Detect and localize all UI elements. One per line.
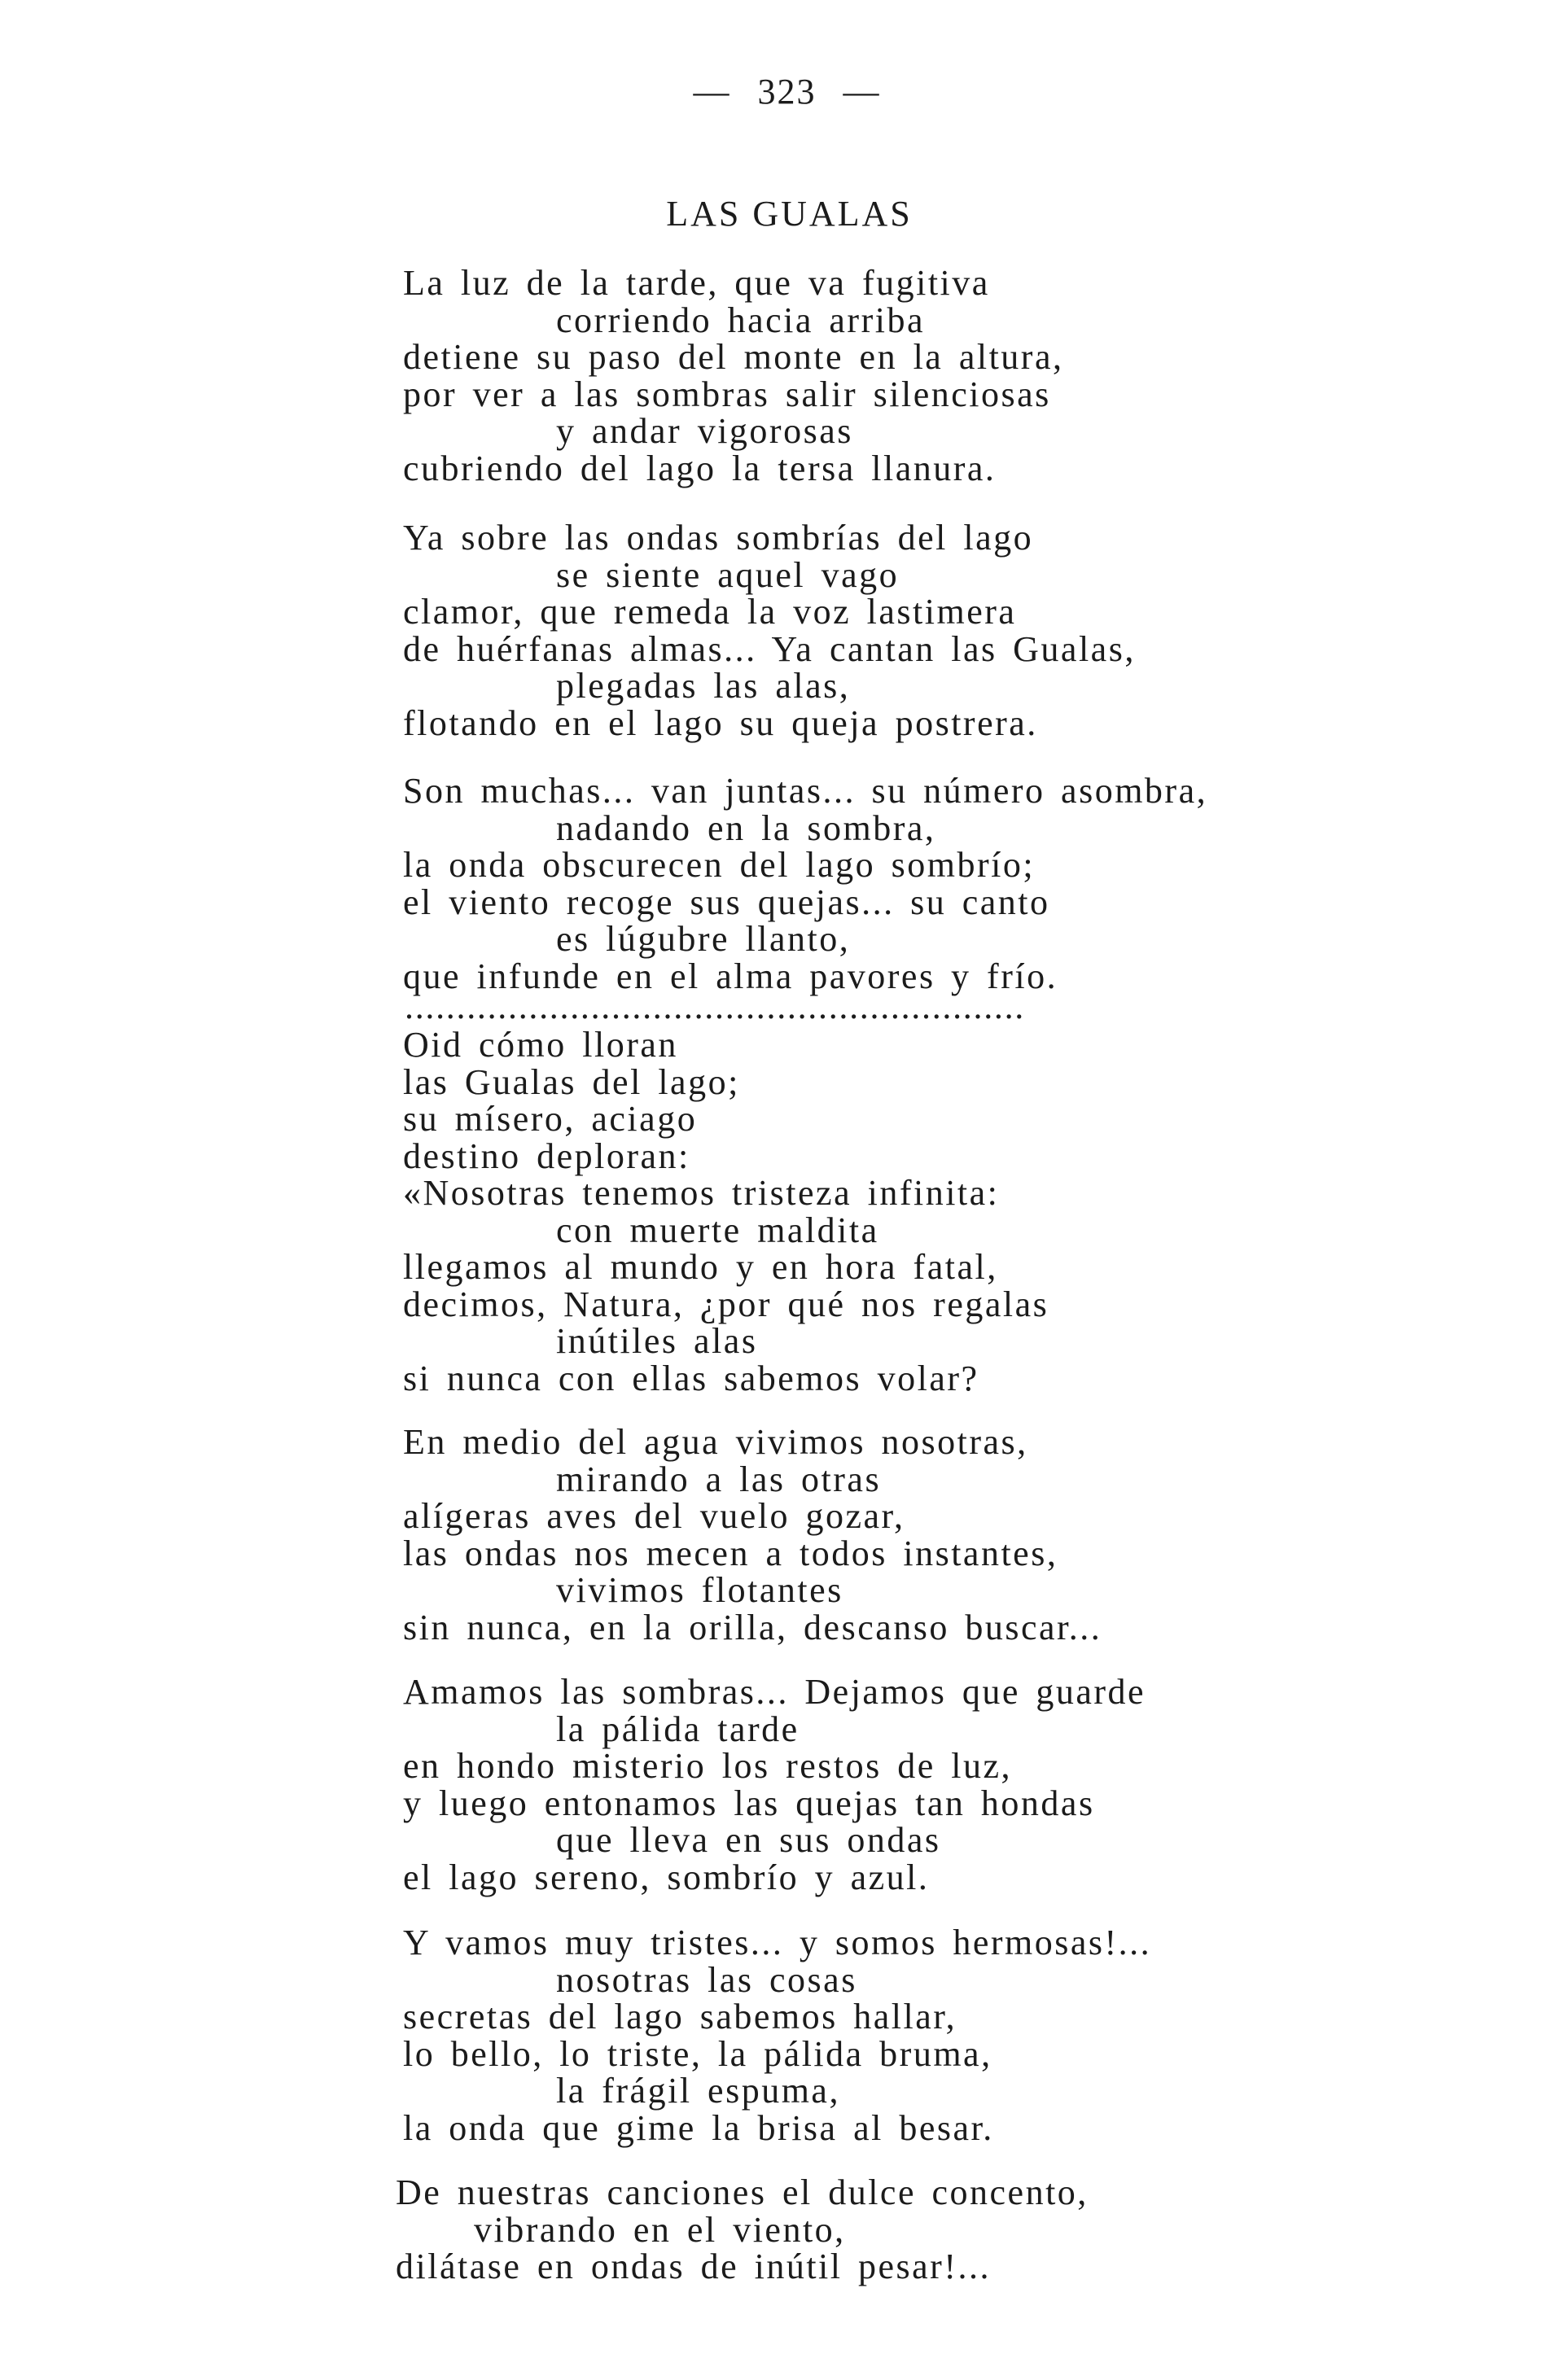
poem-line: el viento recoge sus quejas... su canto <box>403 882 1050 922</box>
poem-line: nosotras las cosas <box>556 1959 857 2000</box>
poem-line: nadando en la sombra, <box>556 807 936 848</box>
poem-line: lo bello, lo triste, la pálida bruma, <box>403 2033 992 2074</box>
poem-line: mirando a las otras <box>556 1459 882 1499</box>
stanza <box>403 1924 1380 2146</box>
poem-line: Oid cómo lloran <box>403 1025 678 1065</box>
poem-line: Ya sobre las ondas sombrías del lago <box>403 518 1034 558</box>
poem-line: la onda que gime la brisa al besar. <box>403 2107 994 2148</box>
poem-line: Son muchas... van juntas... su número asombra, <box>403 771 1208 811</box>
stanza <box>403 772 1380 995</box>
page-number: — 323 — <box>693 72 881 112</box>
poem-line: es lúgubre llanto, <box>556 919 851 959</box>
poem-line: la pálida tarde <box>556 1708 800 1749</box>
poem-line: dilátase en ondas de inútil pesar!... <box>396 2247 991 2286</box>
poem-line: la onda obscurecen del lago sombrío; <box>403 845 1036 885</box>
poem-line: inútiles alas <box>556 1321 758 1361</box>
poem-line: secretas del lago sabemos hallar, <box>403 1997 957 2037</box>
poem-line: si nunca con ellas sabemos volar? <box>403 1358 979 1398</box>
poem-line: que infunde en el alma pavores y frío. <box>403 956 1058 996</box>
stanza <box>403 1026 1380 1397</box>
poem-line: sin nunca, en la orilla, descanso buscar... <box>403 1607 1102 1647</box>
poem-line: y luego entonamos las quejas tan hondas <box>403 1783 1095 1823</box>
poem-line: las ondas nos mecen a todos instantes, <box>403 1533 1058 1573</box>
poem-line: cubriendo del lago la tersa llanura. <box>403 448 997 488</box>
poem-line: se siente aquel vago <box>556 554 900 595</box>
poem-line: La luz de la tarde, que va fugitiva <box>403 263 990 303</box>
poem-line: clamor, que remeda la voz lastimera <box>403 592 1017 632</box>
poem-line: destino deploran: <box>403 1135 690 1176</box>
poem-line: el lago sereno, sombrío y azul. <box>403 1857 930 1897</box>
poem-line: plegadas las alas, <box>556 666 851 706</box>
poem-line: las Gualas del lago; <box>403 1061 740 1102</box>
poem-line: corriendo hacia arriba <box>556 300 925 340</box>
poem-line: Y vamos muy tristes... y somos hermosas!... <box>403 1923 1152 1962</box>
poem-line: vibrando en el viento, <box>474 2209 846 2250</box>
poem-line: De nuestras canciones el dulce concento, <box>396 2172 1089 2212</box>
poem-line: decimos, Natura, ¿por qué nos regalas <box>403 1284 1049 1324</box>
poem-line: su mísero, aciago <box>403 1099 698 1139</box>
poem-line: que lleva en sus ondas <box>556 1820 941 1860</box>
poem-line: alígeras aves del vuelo gozar, <box>403 1496 905 1536</box>
poem-line: vivimos flotantes <box>556 1570 843 1610</box>
stanza <box>396 2174 1373 2286</box>
poem-line: con muerte maldita <box>556 1210 879 1250</box>
poem-line: llegamos al mundo y en hora fatal, <box>403 1247 998 1287</box>
poem-line: y andar vigorosas <box>556 411 853 451</box>
poem-line: Amamos las sombras... Dejamos que guarde <box>403 1672 1146 1712</box>
dotted-separator: ............................................................ <box>405 987 1025 1026</box>
poem-line: detiene su paso del monte en la altura, <box>403 337 1064 377</box>
poem-line: de huérfanas almas... Ya cantan las Gualas, <box>403 628 1136 669</box>
stanza <box>403 265 1380 487</box>
poem-line: por ver a las sombras salir silenciosas <box>403 374 1051 414</box>
stanza <box>403 1424 1380 1646</box>
poem-line: flotando en el lago su queja postrera. <box>403 702 1038 743</box>
poem-line: en hondo misterio los restos de luz, <box>403 1746 1013 1786</box>
poem-line: En medio del agua vivimos nosotras, <box>403 1422 1028 1462</box>
poem-title: LAS GUALAS <box>666 194 913 234</box>
poem-line: «Nosotras tenemos tristeza infinita: <box>403 1173 1000 1213</box>
poem-line: la frágil espuma, <box>556 2071 840 2111</box>
stanza <box>403 1673 1380 1896</box>
stanza <box>403 519 1380 742</box>
